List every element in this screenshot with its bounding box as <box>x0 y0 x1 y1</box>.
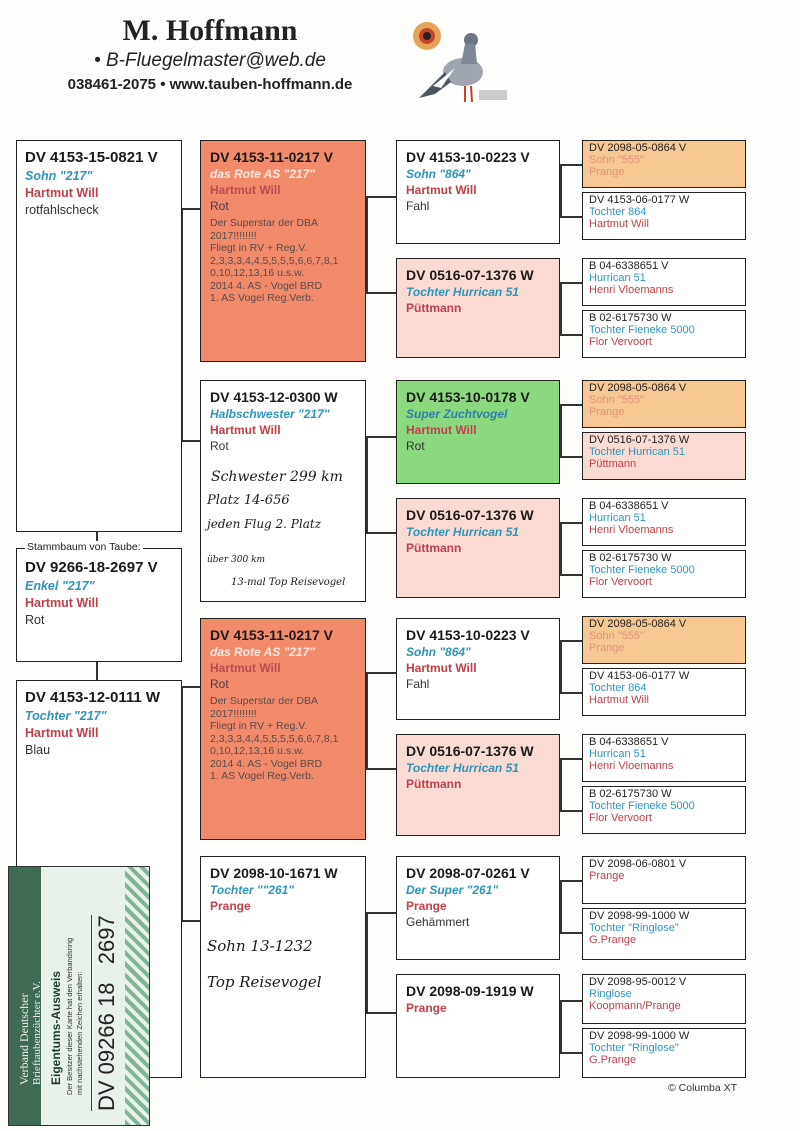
gen4-name: Sohn "555" <box>589 394 644 406</box>
ff-owner: Hartmut Will <box>210 183 281 197</box>
mf-name: das Rote AS "217" <box>210 645 315 659</box>
fm-box <box>200 380 366 602</box>
handwritten-note: Schwester 299 km <box>211 469 343 485</box>
breeder-email: • B-Fluegelmaster@web.de <box>94 50 326 71</box>
gen3-name: Der Super "261" <box>406 883 499 897</box>
gen4-owner: Flor Vervoort <box>589 576 652 588</box>
gen4-owner: G.Prange <box>589 934 637 946</box>
header <box>0 14 420 93</box>
handwritten-note: jeden Flug 2. Platz <box>207 517 322 531</box>
ff-note: 0,10,12,13,16 u.s.w. <box>210 267 304 279</box>
subject-owner: Hartmut Will <box>25 596 99 610</box>
gen4-owner: Henri Vloemanns <box>589 524 674 536</box>
gen4-name: Tochter Fieneke 5000 <box>589 800 695 812</box>
card-org: Verband Deutscher <box>17 993 31 1085</box>
gen4-owner: Flor Vervoort <box>589 812 652 824</box>
gen4-name: Tochter "Ringlose" <box>589 1042 679 1054</box>
gen4-box <box>582 258 746 306</box>
breeder-name: M. Hoffmann <box>122 14 298 47</box>
gen3-id: DV 4153-10-0178 V <box>406 389 530 405</box>
gen4-id: DV 4153-06-0177 W <box>589 670 690 682</box>
gen4-box <box>582 616 746 664</box>
pigeon-logo <box>405 12 515 112</box>
gen4-box <box>582 380 746 428</box>
gen4-name: Tochter 864 <box>589 682 647 694</box>
mf-color: Rot <box>210 677 229 691</box>
pedigree-label: Stammbaum von Taube: <box>27 541 141 553</box>
mm-owner: Prange <box>210 899 251 913</box>
gen4-box <box>582 908 746 960</box>
mother-color: Blau <box>25 743 51 757</box>
subject-box <box>16 541 182 662</box>
card-ring-number: DV 09266 18 2697 <box>91 915 120 1111</box>
footer-copyright: © Columba XT <box>668 1082 738 1094</box>
gen4-owner: Hartmut Will <box>589 218 649 230</box>
fm-color: Rot <box>210 439 229 453</box>
mother-id: DV 4153-12-0111 W <box>25 689 161 706</box>
card-text: Der Besitzer dieser Karte hat den Verbandsring <box>65 937 74 1095</box>
gen3-owner: Prange <box>406 899 447 913</box>
father-name: Sohn "217" <box>25 169 93 183</box>
mother-name: Tochter "217" <box>25 709 107 723</box>
gen4-id: DV 2098-05-0864 V <box>589 382 687 394</box>
card-title: Eigentums-Ausweis <box>49 970 63 1085</box>
gen4-owner: Prange <box>589 642 625 654</box>
handwritten-note: Platz 14-656 <box>207 493 290 508</box>
ff-note: 2014 4. AS - Vogel BRD <box>210 279 323 292</box>
ff-note: 2,3,3,3,4,4,5,5,5,5,6,6,7,8,1 <box>210 254 339 267</box>
gen4-name: Tochter "Ringlose" <box>589 922 679 934</box>
card-text: mit nachstehenden Zeichen erhalten: <box>75 971 84 1095</box>
gen4-id: B 04-6338651 V <box>589 260 669 272</box>
gen4-owner: Püttmann <box>589 458 637 470</box>
gen4-id: DV 2098-05-0864 V <box>589 618 687 630</box>
gen3-id: DV 4153-10-0223 V <box>406 149 530 165</box>
ff-name: das Rote AS "217" <box>210 167 315 181</box>
gen3-owner: Püttmann <box>406 777 462 791</box>
mf-note: 1. AS Vogel Reg.Verb. <box>210 770 314 782</box>
subject-color: Rot <box>25 613 45 627</box>
gen4-box <box>582 786 746 834</box>
fm-owner: Hartmut Will <box>210 423 281 437</box>
handwritten-note: Sohn 13-1232 <box>207 937 313 955</box>
mf-note: Fliegt in RV + Reg.V. <box>210 720 308 732</box>
ff-note: Fliegt in RV + Reg.V. <box>210 242 308 254</box>
fm-id: DV 4153-12-0300 W <box>210 389 338 405</box>
gen4-id: DV 4153-06-0177 W <box>589 194 690 206</box>
handwritten-note: über 300 km <box>207 555 266 565</box>
ff-id: DV 4153-11-0217 V <box>210 149 333 165</box>
gen4-box <box>582 668 746 716</box>
gen4-id: DV 2098-06-0801 V <box>589 858 687 870</box>
gen3-owner: Hartmut Will <box>406 423 477 437</box>
gen3-name: Sohn "864" <box>406 645 471 659</box>
gen4-name: Ringlose <box>589 988 632 1000</box>
father-color: rotfahlscheck <box>25 203 99 217</box>
gen4-box <box>582 1028 746 1078</box>
gen3-box <box>396 498 560 598</box>
gen3-name: Sohn "864" <box>406 167 471 181</box>
gen3-box <box>396 258 560 358</box>
gen3-id: DV 2098-07-0261 V <box>406 865 530 881</box>
gen3-owner: Püttmann <box>406 541 462 555</box>
gen4-id: B 04-6338651 V <box>589 500 669 512</box>
mm-name: Tochter ""261" <box>210 883 294 897</box>
card-org2: Brieftaubenzüchter e.V. <box>31 981 43 1085</box>
gen4-box <box>582 974 746 1024</box>
ff-note: 2017!!!!!!!! <box>210 229 257 242</box>
gen4-id: DV 2098-05-0864 V <box>589 142 687 154</box>
gen4-box <box>582 140 746 188</box>
gen4-name: Tochter Fieneke 5000 <box>589 324 695 336</box>
gen4-name: Hurrican 51 <box>589 748 646 760</box>
gen3-name: Super Zuchtvogel <box>406 407 508 421</box>
gen4-name: Hurrican 51 <box>589 272 646 284</box>
father-owner: Hartmut Will <box>25 186 99 200</box>
gen4-name: Tochter Fieneke 5000 <box>589 564 695 576</box>
gen4-name: Sohn "555" <box>589 154 644 166</box>
gen4-box <box>582 192 746 240</box>
gen3-name: Tochter Hurrican 51 <box>406 525 519 539</box>
gen4-id: DV 2098-99-1000 W <box>589 1030 690 1042</box>
gen3-id: DV 0516-07-1376 W <box>406 743 534 759</box>
gen4-name: Tochter 864 <box>589 206 647 218</box>
fm-name: Halbschwester "217" <box>210 407 330 421</box>
gen3-color: Fahl <box>406 677 430 691</box>
gen3-color: Fahl <box>406 199 430 213</box>
mf-box <box>200 618 366 840</box>
mf-id: DV 4153-11-0217 V <box>210 627 333 643</box>
gen3-id: DV 0516-07-1376 W <box>406 507 534 523</box>
gen4-id: DV 0516-07-1376 W <box>589 434 690 446</box>
mm-id: DV 2098-10-1671 W <box>210 865 338 881</box>
gen3-box <box>396 380 560 484</box>
gen3-box <box>396 618 560 720</box>
gen4-box <box>582 734 746 782</box>
mother-owner: Hartmut Will <box>25 726 99 740</box>
gen4-owner: Henri Vloemanns <box>589 760 674 772</box>
gen3-owner: Püttmann <box>406 301 462 315</box>
gen4-id: DV 2098-95-0012 V <box>589 976 687 988</box>
gen4-owner: Prange <box>589 166 625 178</box>
gen3-id: DV 0516-07-1376 W <box>406 267 534 283</box>
gen4-name: Tochter Hurrican 51 <box>589 446 685 458</box>
ff-note: 1. AS Vogel Reg.Verb. <box>210 292 314 304</box>
ff-note: Der Superstar der DBA <box>210 217 318 229</box>
gen4-box <box>582 432 746 480</box>
gen3-id: DV 4153-10-0223 V <box>406 627 530 643</box>
mm-box <box>200 856 366 1078</box>
mf-note: Der Superstar der DBA <box>210 695 318 707</box>
gen4-owner: G.Prange <box>589 1054 637 1066</box>
gen4-owner: Hartmut Will <box>589 694 649 706</box>
mf-note: 2014 4. AS - Vogel BRD <box>210 757 323 770</box>
gen3-box <box>396 974 560 1078</box>
gen4-box <box>582 550 746 598</box>
mf-note: 0,10,12,13,16 u.s.w. <box>210 745 304 757</box>
gen3-box <box>396 734 560 836</box>
gen4-id: B 02-6175730 W <box>589 312 672 324</box>
gen4-box <box>582 310 746 358</box>
ff-color: Rot <box>210 199 229 213</box>
handwritten-note: 13-mal Top Reisevogel <box>231 577 346 588</box>
ff-box <box>200 140 366 362</box>
gen4-id: B 02-6175730 W <box>589 788 672 800</box>
father-id: DV 4153-15-0821 V <box>25 149 158 166</box>
gen4-owner: Prange <box>589 406 625 418</box>
gen4-box <box>582 498 746 546</box>
gen3-box <box>396 856 560 960</box>
gen3-name: Tochter Hurrican 51 <box>406 285 519 299</box>
gen4-owner: Prange <box>589 870 625 882</box>
mf-owner: Hartmut Will <box>210 661 281 675</box>
gen3-owner: Hartmut Will <box>406 661 477 675</box>
mf-note: 2,3,3,3,4,4,5,5,5,5,6,6,7,8,1 <box>210 732 339 745</box>
subject-name: Enkel "217" <box>25 579 95 593</box>
ownership-card <box>8 866 150 1126</box>
mf-note: 2017!!!!!!!! <box>210 707 257 720</box>
father-box <box>16 140 182 532</box>
gen4-name: Hurrican 51 <box>589 512 646 524</box>
card-rotated <box>9 867 149 1125</box>
gen3-owner: Prange <box>406 1001 447 1015</box>
subject-id: DV 9266-18-2697 V <box>25 559 158 576</box>
gen4-owner: Koopmann/Prange <box>589 1000 681 1012</box>
gen4-id: B 04-6338651 V <box>589 736 669 748</box>
gen3-box <box>396 140 560 244</box>
gen4-owner: Flor Vervoort <box>589 336 652 348</box>
gen3-id: DV 2098-09-1919 W <box>406 983 534 999</box>
gen3-color: Gehämmert <box>406 915 470 929</box>
gen3-color: Rot <box>406 439 425 453</box>
gen3-owner: Hartmut Will <box>406 183 477 197</box>
gen4-name: Sohn "555" <box>589 630 644 642</box>
gen4-box <box>582 856 746 904</box>
gen3-name: Tochter Hurrican 51 <box>406 761 519 775</box>
gen4-id: DV 2098-99-1000 W <box>589 910 690 922</box>
gen4-id: B 02-6175730 W <box>589 552 672 564</box>
handwritten-note: Top Reisevogel <box>207 973 322 991</box>
gen4-owner: Henri Vloemanns <box>589 284 674 296</box>
breeder-contact: 038461-2075 • www.tauben-hoffmann.de <box>67 76 353 93</box>
